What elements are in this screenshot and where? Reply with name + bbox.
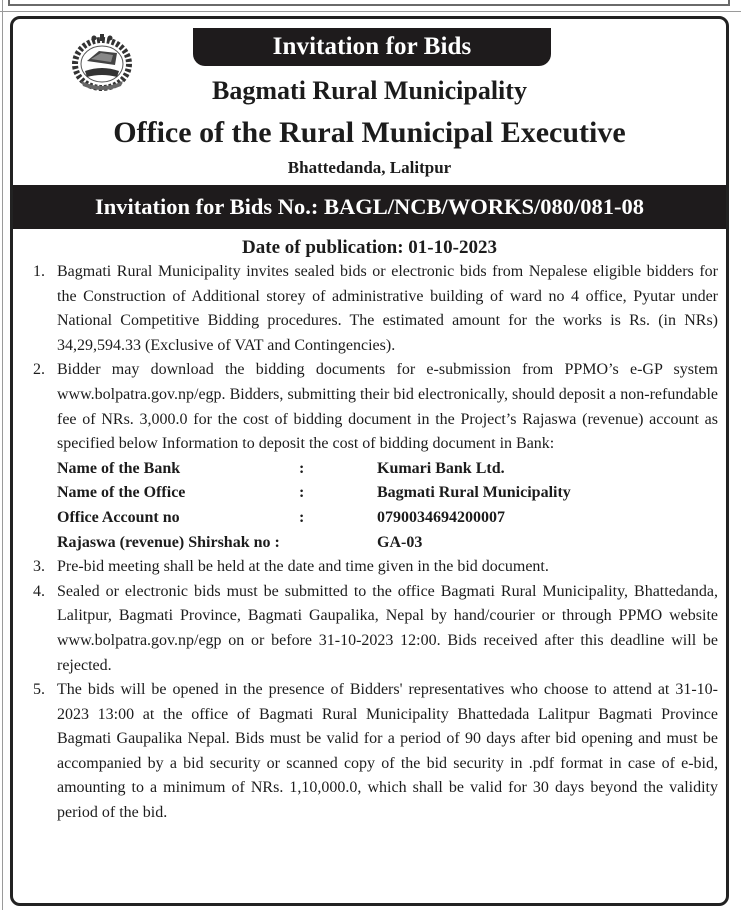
clause-number: 2. <box>33 361 45 379</box>
bank-info-row <box>57 506 571 531</box>
notice-title-banner: Invitation for Bids <box>193 28 551 66</box>
publication-date: Date of publication: 01-10-2023 <box>242 237 497 258</box>
ifb-number-bar: Invitation for Bids No.: BAGL/NCB/WORKS/080/081-08 <box>13 185 726 229</box>
page-rule-left <box>2 0 3 910</box>
bank-info-label: Name of the Bank <box>57 459 181 477</box>
bid-notice <box>10 16 729 906</box>
bank-info-separator: : <box>299 484 305 502</box>
bank-info-row <box>57 531 571 556</box>
clause-text: The bids will be opened in the presence of Bidders' representatives who choose to attend at 31-10-2023 13:00 at the office of Bagmati Rural Municipality Bhattedada Lalitpur Bagmati Province Bagmati Gaupalika Nepal. Bids must be valid for a period of 90 days after bid opening and must be accompanied by a bid security or scanned copy of the bid security in .pdf format in case of e-bid, amounting to a minimum of NRs. 1,10,000.0, which shall be valid for 30 days beyond the validity period of the bid. <box>57 681 718 822</box>
clause-number: 5. <box>33 681 45 699</box>
clause-4 <box>33 580 718 678</box>
bank-info-row <box>57 481 571 506</box>
organization-name: Bagmati Rural Municipality <box>212 76 527 105</box>
bank-info-label: Rajaswa (revenue) Shirshak no <box>57 533 271 551</box>
bank-info-value: GA-03 <box>377 533 423 551</box>
bank-info-value: 0790034694200007 <box>377 508 505 526</box>
clause-text: Bagmati Rural Municipality invites sealed bids or electronic bids from Nepalese eligible bidders for the Construction of Additional storey of administrative building of ward no 4 office, Pyutar under National Competitive Bidding procedures. The estimated amount for the works is Rs. (in NRs) 34,29,594.33 (Exclusive of VAT and Contingencies). <box>57 263 718 354</box>
bank-info-label-with-separator <box>57 531 377 556</box>
clause-text: Sealed or electronic bids must be submitted to the office Bagmati Rural Municipality, Bhattedanda, Lalitpur, Bagmati Province, Bagmati Gaupalika, Nepal by hand/courier or through PPMO website www.bolpatra.gov.np/egp on or before 31-10-2023 12:00. Bids received after this deadline will be rejected. <box>57 582 718 674</box>
bank-info-label: Name of the Office <box>57 484 186 502</box>
clause-list <box>33 260 718 826</box>
bank-info-separator: : <box>299 508 305 526</box>
bank-info-separator: : <box>274 533 280 551</box>
clause-3 <box>33 555 718 580</box>
bank-info-separator: : <box>299 459 305 477</box>
clause-number: 1. <box>33 263 45 280</box>
clause-2 <box>33 358 718 555</box>
bank-info-value: Kumari Bank Ltd. <box>377 459 505 477</box>
clause-5 <box>33 678 718 826</box>
page-rule-top <box>0 11 741 12</box>
bank-info-table <box>57 457 571 555</box>
bank-info-value: Bagmati Rural Municipality <box>377 484 571 502</box>
clause-1 <box>33 260 718 358</box>
previous-notice-border <box>8 0 730 6</box>
office-location: Bhattedanda, Lalitpur <box>287 158 452 177</box>
clause-text: Bidder may download the bidding documents for e-submission from PPMO’s e-GP system www.bolpatra.gov.np/egp. Bidders, submitting their bid electronically, should deposit a non-refundable fee of NRs. 3,000.0 for the cost of bidding document in the Project’s Rajaswa (revenue) account as specified below Information to deposit the cost of bidding document in Bank: <box>57 361 718 453</box>
office-name: Office of the Rural Municipal Executive <box>113 116 626 149</box>
clause-text: Pre-bid meeting shall be held at the date and time given in the bid document. <box>57 558 549 576</box>
bank-info-row <box>57 457 571 482</box>
clause-number: 4. <box>33 582 45 600</box>
clause-number: 3. <box>33 558 45 576</box>
bank-info-label: Office Account no <box>57 508 180 526</box>
